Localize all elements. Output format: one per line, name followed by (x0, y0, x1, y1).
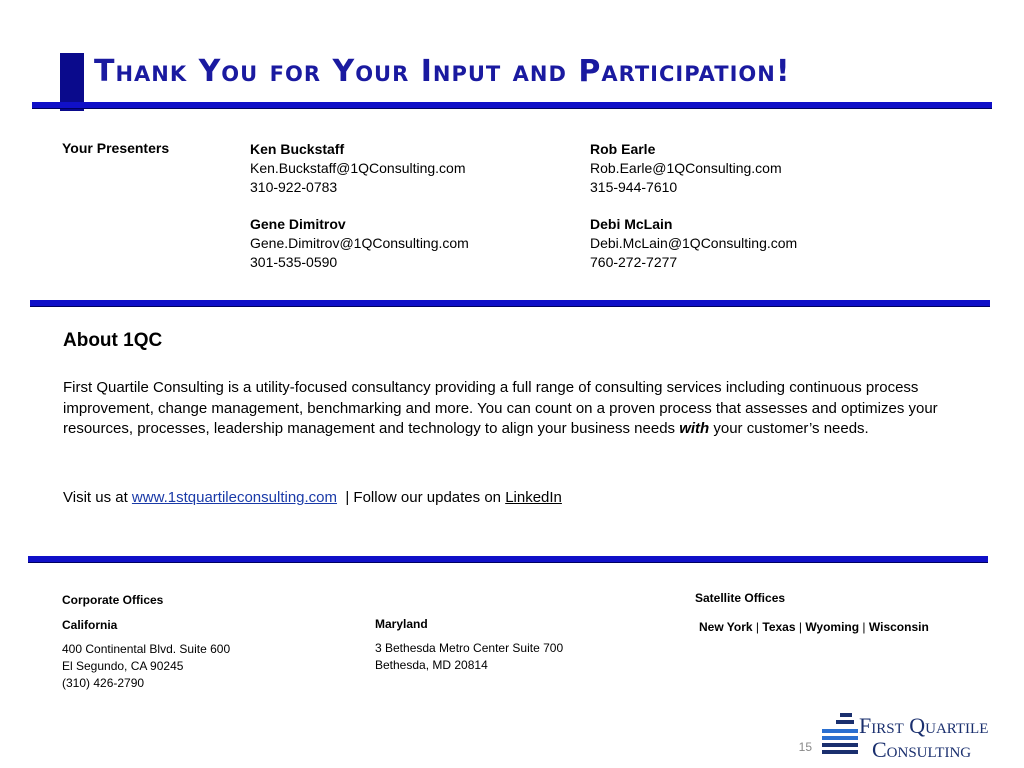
logo-stripe (822, 750, 858, 754)
about-body-emphasis: with (679, 420, 710, 437)
presenter-name: Debi McLain (590, 216, 673, 232)
corporate-offices-heading: Corporate Offices (62, 593, 164, 607)
presenter-phone: 760-272-7277 (590, 254, 678, 270)
divider-bottom (28, 556, 988, 563)
office-maryland (375, 617, 563, 674)
logo-stripe (822, 736, 858, 740)
office-address-line1: 400 Continental Blvd. Suite 600 (62, 642, 231, 656)
office-address-line2: Bethesda, MD 20814 (375, 658, 488, 672)
linkedin-link[interactable]: LinkedIn (505, 489, 562, 506)
logo-stripe (822, 729, 858, 733)
about-paragraph (63, 378, 983, 440)
presenter-email[interactable]: Ken.Buckstaff@1QConsulting.com (250, 160, 466, 176)
presenter-name: Rob Earle (590, 141, 656, 157)
company-logo (822, 711, 1022, 761)
presenter-phone: 315-944-7610 (590, 179, 678, 195)
satellite-office: Wisconsin (868, 620, 929, 634)
presenter-email[interactable]: Gene.Dimitrov@1QConsulting.com (250, 235, 469, 251)
logo-graphic (822, 711, 1022, 761)
about-body-start: First Quartile Consulting is a utility-focused consultancy providing a full range of consulting services including continuous process improvement, change management, benchmarking and more. You can count on a proven process that assesses and optimizes your resources, processes, leadership management and technology to align your business needs (63, 379, 938, 437)
satellite-office: Texas (762, 620, 796, 634)
presenter-card (590, 140, 782, 197)
presenter-email[interactable]: Rob.Earle@1QConsulting.com (590, 160, 782, 176)
presenter-card (590, 215, 797, 272)
follow-text: | Follow our updates on (337, 489, 506, 506)
logo-stripe (822, 743, 858, 747)
website-link[interactable]: www.1stquartileconsulting.com (131, 489, 338, 506)
office-address-line1: 3 Bethesda Metro Center Suite 700 (375, 641, 564, 655)
office-label: California (62, 618, 118, 632)
separator: | (795, 620, 806, 634)
presenter-card (250, 140, 466, 197)
office-phone: (310) 426-2790 (62, 676, 145, 690)
about-body-end: your customer’s needs. (709, 420, 869, 437)
satellite-office: New York (699, 620, 753, 634)
about-heading: About 1QC (63, 330, 163, 351)
separator: | (752, 620, 763, 634)
visit-prefix: Visit us at (63, 489, 132, 506)
logo-text-line2: Consulting (872, 737, 972, 761)
logo-text-line1: First Quartile (859, 713, 989, 738)
divider-top (32, 102, 992, 109)
presenter-name: Ken Buckstaff (250, 141, 345, 157)
separator: | (859, 620, 869, 634)
visit-line (63, 488, 562, 508)
logo-stripe (836, 720, 854, 724)
presenter-card (250, 215, 469, 272)
office-label: Maryland (375, 617, 428, 631)
satellite-offices-heading: Satellite Offices (695, 591, 786, 605)
presenter-phone: 310-922-0783 (250, 179, 338, 195)
page-title: Thank You for Your Input and Participation! (94, 54, 791, 89)
logo-stripe (840, 713, 852, 717)
satellite-offices-list (699, 620, 929, 634)
presenter-email[interactable]: Debi.McLain@1QConsulting.com (590, 235, 798, 251)
satellite-office: Wyoming (805, 620, 860, 634)
office-address-line2: El Segundo, CA 90245 (62, 659, 184, 673)
divider-middle (30, 300, 990, 307)
page-number: 15 (798, 740, 812, 754)
presenter-name: Gene Dimitrov (250, 216, 346, 232)
presenters-heading: Your Presenters (62, 140, 170, 156)
office-california (62, 618, 230, 692)
presenter-phone: 301-535-0590 (250, 254, 338, 270)
